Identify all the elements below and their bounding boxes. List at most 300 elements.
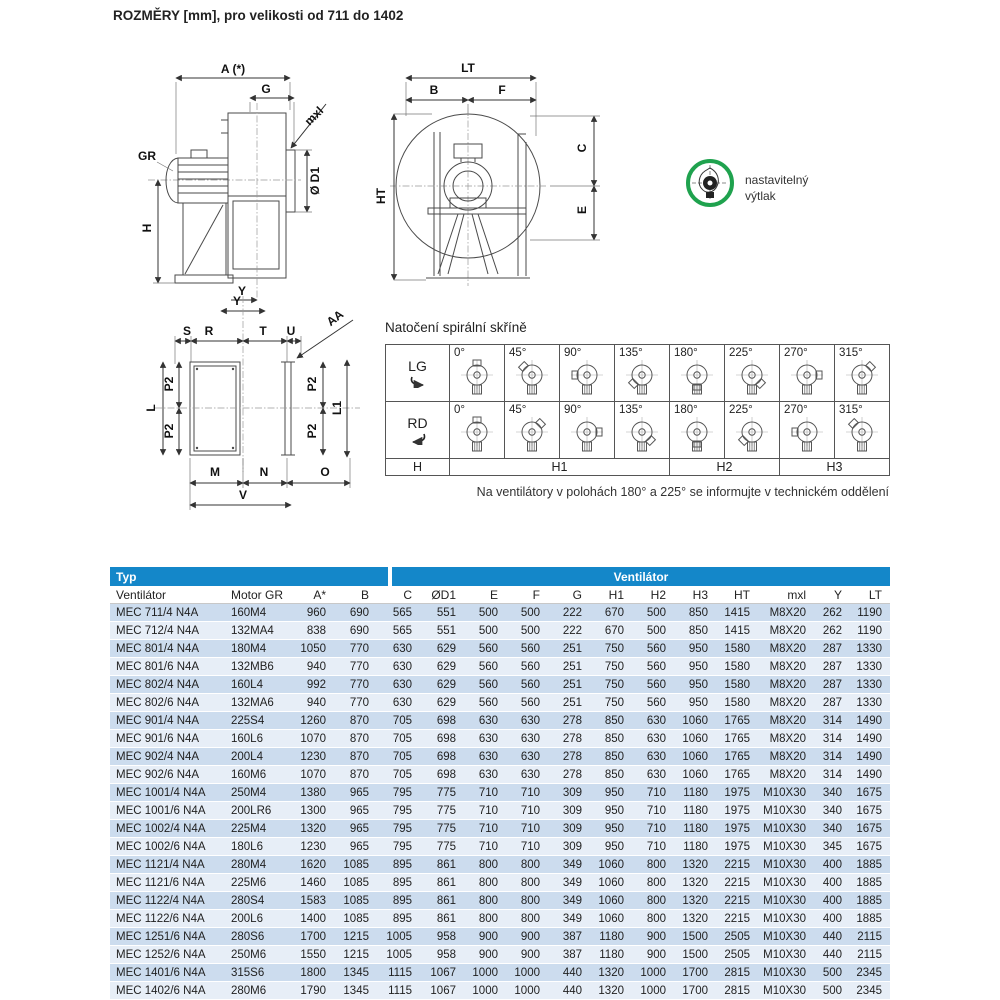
table-cell: 1765	[724, 714, 750, 727]
table-cell: 222	[562, 606, 582, 619]
table-cell: 940	[306, 696, 326, 709]
table-cell: 1060	[598, 894, 624, 907]
table-cell: 630	[646, 732, 666, 745]
table-cell: 2215	[724, 876, 750, 889]
fan-orientation-icon	[625, 359, 659, 397]
table-cell: M10X30	[763, 966, 806, 979]
table-cell: 1215	[343, 930, 369, 943]
table-row	[110, 766, 890, 784]
table-cell: 870	[349, 732, 369, 745]
rotation-footer-h2: H2	[669, 459, 780, 476]
table-cell: 1060	[682, 714, 708, 727]
table-cell: M8X20	[769, 750, 806, 763]
table-cell: 710	[646, 840, 666, 853]
table-row	[110, 622, 890, 640]
table-cell: M8X20	[769, 606, 806, 619]
table-row	[110, 748, 890, 766]
table-cell: 2345	[856, 966, 882, 979]
dim-label-y: Y	[237, 284, 247, 298]
table-cell: 900	[478, 930, 498, 943]
dim-label-c: C	[575, 143, 589, 153]
badge-text-line2: výtlak	[745, 189, 776, 203]
table-cell: 698	[436, 768, 456, 781]
adjustable-outlet-badge	[684, 158, 736, 215]
dim-label-a: A (*)	[220, 62, 246, 76]
table-cell: 690	[349, 606, 369, 619]
table-cell: 992	[306, 678, 326, 691]
dim-label-g: G	[261, 82, 271, 96]
rotation-row-label-lg: LG	[386, 345, 450, 402]
rotation-cell-lg-225	[725, 345, 780, 402]
table-cell: 565	[392, 606, 412, 619]
table-cell: 440	[822, 930, 842, 943]
table-cell: 698	[436, 714, 456, 727]
table-cell: 710	[646, 786, 666, 799]
table-cell: 250M4	[231, 786, 267, 799]
fan-side-view-drawing	[133, 58, 363, 310]
table-cell: 1085	[343, 876, 369, 889]
rotation-cell-rd-135	[615, 402, 670, 459]
table-row	[110, 982, 890, 1000]
table-cell: 710	[478, 804, 498, 817]
table-cell: 1180	[599, 930, 624, 943]
table-cell: 800	[646, 912, 666, 925]
table-row	[110, 928, 890, 946]
table-cell: 770	[349, 642, 369, 655]
table-cell: 1070	[300, 732, 326, 745]
table-cell: 1060	[598, 858, 624, 871]
column-header-mxl: mxl	[787, 587, 806, 602]
rotation-footer-h: H	[386, 459, 450, 476]
table-cell: 1885	[856, 912, 882, 925]
column-header-h1: H1	[608, 587, 624, 602]
table-cell: 400	[822, 858, 842, 871]
table-cell: 950	[604, 840, 624, 853]
rotation-angle-label: 0°	[454, 347, 465, 359]
table-cell: 710	[520, 804, 540, 817]
column-header-y: Y	[833, 587, 842, 602]
table-cell: 1490	[856, 732, 882, 745]
rotation-cell-rd-45	[505, 402, 560, 459]
rotation-angle-label: 90°	[564, 347, 582, 359]
table-cell: 770	[349, 696, 369, 709]
table-cell: 630	[478, 768, 498, 781]
table-cell: 940	[306, 660, 326, 673]
table-cell: MEC 902/4 N4A	[116, 750, 200, 763]
table-cell: 705	[392, 768, 412, 781]
table-cell: 630	[478, 714, 498, 727]
table-cell: 280M4	[231, 858, 267, 871]
table-cell: MEC 802/6 N4A	[116, 696, 200, 709]
table-cell: 1180	[683, 822, 708, 835]
table-cell: 958	[436, 948, 456, 961]
rotation-angle-label: 315°	[839, 347, 863, 359]
table-cell: 2215	[724, 912, 750, 925]
rotation-angle-label: 270°	[784, 347, 808, 359]
table-cell: 861	[436, 876, 456, 889]
table-cell: 1675	[856, 822, 882, 835]
dim-label-t: T	[259, 324, 267, 338]
table-cell: 500	[520, 606, 540, 619]
table-cell: 1320	[682, 894, 708, 907]
rotation-angle-label: 315°	[839, 404, 863, 416]
rotation-cell-lg-0	[450, 345, 505, 402]
table-cell: 1700	[682, 984, 708, 997]
table-cell: 630	[392, 696, 412, 709]
fan-orientation-icon	[845, 416, 879, 454]
rotation-cell-lg-135	[615, 345, 670, 402]
fan-orientation-icon	[625, 416, 659, 454]
table-cell: 500	[646, 624, 666, 637]
table-cell: MEC 1002/4 N4A	[116, 822, 206, 835]
table-cell: 2815	[724, 966, 750, 979]
table-cell: MEC 1122/6 N4A	[116, 912, 205, 925]
table-cell: 1005	[386, 930, 412, 943]
table-cell: MEC 1121/6 N4A	[116, 876, 205, 889]
table-cell: M10X30	[763, 876, 806, 889]
table-cell: 250M6	[231, 948, 267, 961]
base-plate-view-diagram	[125, 290, 385, 525]
rotation-angle-label: 225°	[729, 404, 753, 416]
table-cell: 1215	[343, 948, 369, 961]
rotation-cell-lg-315	[835, 345, 890, 402]
table-cell: M8X20	[769, 624, 806, 637]
table-cell: 750	[604, 642, 624, 655]
column-header-h3: H3	[692, 587, 708, 602]
table-cell: 180M4	[231, 642, 267, 655]
table-cell: 690	[349, 624, 369, 637]
table-cell: 630	[478, 732, 498, 745]
rotation-cell-lg-90	[560, 345, 615, 402]
table-cell: 387	[562, 948, 582, 961]
table-cell: 551	[436, 606, 456, 619]
table-cell: M8X20	[769, 714, 806, 727]
table-cell: 1675	[856, 840, 882, 853]
rotation-section	[385, 320, 891, 499]
fan-orientation-icon	[570, 416, 604, 454]
table-cell: 200L6	[231, 912, 263, 925]
table-cell: M8X20	[769, 732, 806, 745]
table-cell: 1300	[300, 804, 326, 817]
table-cell: 861	[436, 912, 456, 925]
table-row	[110, 964, 890, 982]
table-cell: 314	[822, 768, 842, 781]
table-cell: 1675	[856, 786, 882, 799]
table-cell: 1790	[300, 984, 326, 997]
table-cell: 1345	[343, 966, 369, 979]
table-cell: 309	[562, 840, 582, 853]
table-cell: MEC 712/4 N4A	[116, 624, 200, 637]
table-cell: 1067	[430, 966, 456, 979]
table-cell: 965	[349, 840, 369, 853]
table-row	[110, 730, 890, 748]
table-cell: 800	[478, 894, 498, 907]
table-cell: 1620	[300, 858, 326, 871]
table-cell: 900	[646, 948, 666, 961]
dimensions-table	[110, 567, 890, 1000]
table-cell: 280M6	[231, 984, 267, 997]
rotation-cell-rd-0	[450, 402, 505, 459]
dim-label-b: B	[429, 83, 439, 97]
table-row	[110, 784, 890, 802]
table-cell: 1765	[724, 732, 750, 745]
table-cell: 551	[436, 624, 456, 637]
table-cell: 775	[436, 786, 456, 799]
dim-label-ht: HT	[374, 188, 388, 204]
table-cell: M10X30	[763, 804, 806, 817]
table-cell: 965	[349, 786, 369, 799]
table-cell: 710	[478, 786, 498, 799]
table-cell: MEC 1251/6 N4A	[116, 930, 206, 943]
table-cell: 1675	[856, 804, 882, 817]
table-row	[110, 640, 890, 658]
table-cell: 1580	[724, 696, 750, 709]
table-row	[110, 802, 890, 820]
table-cell: 1380	[300, 786, 326, 799]
table-cell: 710	[646, 822, 666, 835]
table-cell: 710	[646, 804, 666, 817]
column-header-ventil-tor: Ventilátor	[116, 587, 167, 602]
table-row	[110, 604, 890, 622]
table-cell: MEC 1001/6 N4A	[116, 804, 206, 817]
table-cell: 1320	[682, 912, 708, 925]
table-cell: 1490	[856, 714, 882, 727]
fan-orientation-icon	[735, 416, 769, 454]
table-cell: 1550	[300, 948, 326, 961]
table-cell: 2215	[724, 858, 750, 871]
table-cell: 850	[604, 732, 624, 745]
table-cell: 630	[646, 750, 666, 763]
table-cell: 1180	[683, 804, 708, 817]
fan-orientation-icon	[570, 359, 604, 397]
rotation-angle-label: 90°	[564, 404, 582, 416]
table-cell: 1085	[343, 858, 369, 871]
table-cell: 315S6	[231, 966, 265, 979]
table-cell: 1580	[724, 642, 750, 655]
dim-label-h: H	[140, 223, 154, 233]
dim-label-y2: Y	[232, 294, 242, 308]
table-cell: 630	[392, 642, 412, 655]
table-cell: 560	[520, 678, 540, 691]
table-cell: 1580	[724, 678, 750, 691]
table-cell: 309	[562, 786, 582, 799]
table-cell: 950	[604, 822, 624, 835]
table-cell: 160L6	[231, 732, 263, 745]
rotation-angle-label: 135°	[619, 404, 643, 416]
table-cell: 1765	[724, 750, 750, 763]
table-cell: 287	[822, 642, 842, 655]
column-header-e: E	[489, 587, 498, 602]
fan-orientation-icon	[460, 416, 494, 454]
table-cell: 500	[822, 966, 842, 979]
dim-label-gr: GR	[138, 149, 156, 163]
table-cell: 560	[520, 696, 540, 709]
table-cell: 800	[646, 894, 666, 907]
dim-label-v: V	[238, 488, 248, 502]
table-cell: 750	[604, 678, 624, 691]
table-cell: 400	[822, 912, 842, 925]
table-cell: 630	[520, 732, 540, 745]
table-cell: 710	[478, 822, 498, 835]
table-cell: 1180	[683, 786, 708, 799]
table-cell: 1975	[724, 840, 750, 853]
dim-label-r: R	[204, 324, 214, 338]
table-cell: 1000	[514, 984, 540, 997]
table-cell: 560	[646, 678, 666, 691]
column-header-ht: HT	[734, 587, 750, 602]
table-cell: M8X20	[769, 768, 806, 781]
table-cell: 1190	[857, 624, 882, 637]
table-cell: 850	[604, 750, 624, 763]
dim-label-p2-left-bottom: P2	[162, 423, 176, 439]
table-cell: MEC 1002/6 N4A	[116, 840, 206, 853]
table-cell: 560	[646, 660, 666, 673]
table-cell: 225M6	[231, 876, 267, 889]
table-row	[110, 874, 890, 892]
dim-label-aa: AA	[323, 307, 347, 329]
column-header-lt: LT	[868, 587, 882, 602]
column-header-b: B	[360, 587, 369, 602]
rotation-direction-arrow-lg	[408, 376, 428, 388]
table-cell: 1583	[300, 894, 326, 907]
dim-label-d1: Ø D1	[308, 166, 322, 196]
table-cell: 775	[436, 804, 456, 817]
table-cell: 950	[688, 696, 708, 709]
table-cell: 160L4	[231, 678, 263, 691]
rotation-note: Na ventilátory v polohách 180° a 225° se informujte v technickém oddělení	[476, 485, 889, 499]
table-row	[110, 910, 890, 928]
table-cell: 710	[520, 840, 540, 853]
table-cell: 2115	[857, 930, 882, 943]
table-cell: 630	[478, 750, 498, 763]
table-cell: 1800	[300, 966, 326, 979]
column-header--d1: ØD1	[431, 587, 456, 602]
table-cell: 895	[392, 912, 412, 925]
table-cell: MEC 801/4 N4A	[116, 642, 200, 655]
table-cell: 950	[688, 642, 708, 655]
base-plate-drawing	[125, 290, 385, 525]
table-row	[110, 838, 890, 856]
dim-label-f: F	[498, 83, 506, 97]
rotation-direction-arrow-rd	[408, 433, 428, 445]
table-cell: 705	[392, 714, 412, 727]
column-header-c: C	[403, 587, 412, 602]
table-cell: 200L4	[231, 750, 263, 763]
table-cell: 132MA6	[231, 696, 274, 709]
table-cell: 225S4	[231, 714, 265, 727]
column-header-motor-gr: Motor GR	[231, 587, 284, 602]
table-cell: 345	[822, 840, 842, 853]
table-cell: 800	[520, 912, 540, 925]
table-cell: 560	[478, 696, 498, 709]
table-row	[110, 712, 890, 730]
table-cell: 1400	[300, 912, 326, 925]
table-cell: 795	[392, 804, 412, 817]
table-body	[110, 604, 890, 1000]
table-cell: 560	[478, 660, 498, 673]
rotation-angle-label: 45°	[509, 347, 527, 359]
table-cell: 1115	[388, 984, 412, 997]
table-cell: 560	[520, 642, 540, 655]
table-cell: 670	[604, 624, 624, 637]
table-cell: 500	[478, 624, 498, 637]
table-row	[110, 658, 890, 676]
table-cell: 560	[478, 678, 498, 691]
fan-front-view-diagram	[368, 58, 608, 298]
table-cell: 225M4	[231, 822, 267, 835]
table-cell: 262	[822, 624, 842, 637]
table-cell: 1885	[856, 894, 882, 907]
table-cell: 1885	[856, 876, 882, 889]
table-cell: 1345	[343, 984, 369, 997]
badge-text-line1: nastavitelný	[745, 173, 809, 187]
table-cell: 870	[349, 768, 369, 781]
group-header-ventilator: Ventilátor	[392, 567, 890, 586]
table-cell: 850	[604, 768, 624, 781]
rotation-angle-label: 135°	[619, 347, 643, 359]
table-cell: 560	[478, 642, 498, 655]
table-cell: 2505	[724, 948, 750, 961]
dim-label-p2-right-bottom: P2	[305, 423, 319, 439]
table-cell: 349	[562, 912, 582, 925]
table-cell: 1330	[856, 660, 882, 673]
table-cell: 1975	[724, 804, 750, 817]
table-cell: 800	[520, 876, 540, 889]
rotation-cell-rd-90	[560, 402, 615, 459]
rotation-cell-lg-180	[669, 345, 725, 402]
table-cell: 287	[822, 678, 842, 691]
table-cell: 349	[562, 894, 582, 907]
table-cell: M8X20	[769, 660, 806, 673]
table-cell: 710	[478, 840, 498, 853]
table-cell: 1000	[472, 966, 498, 979]
table-cell: 698	[436, 750, 456, 763]
table-cell: 314	[822, 750, 842, 763]
dim-label-mxl: mxl	[301, 103, 327, 129]
dim-label-l: L	[144, 404, 158, 412]
table-cell: 629	[436, 642, 456, 655]
table-cell: 1320	[598, 966, 624, 979]
dim-label-s: S	[182, 324, 192, 338]
table-cell: 160M6	[231, 768, 267, 781]
fan-orientation-icon	[460, 359, 494, 397]
fan-orientation-icon	[680, 416, 714, 454]
table-cell: 630	[520, 768, 540, 781]
table-cell: 2345	[856, 984, 882, 997]
table-cell: 440	[822, 948, 842, 961]
table-cell: 1580	[724, 660, 750, 673]
table-cell: 314	[822, 714, 842, 727]
table-cell: 1180	[599, 948, 624, 961]
table-cell: 1060	[682, 768, 708, 781]
table-cell: 1060	[682, 732, 708, 745]
dim-label-o: O	[320, 465, 330, 479]
table-cell: 1070	[300, 768, 326, 781]
rotation-angle-label: 180°	[674, 404, 698, 416]
table-cell: MEC 1401/6 N4A	[116, 966, 206, 979]
table-cell: 1490	[856, 768, 882, 781]
table-cell: 1330	[856, 642, 882, 655]
table-cell: 1460	[300, 876, 326, 889]
table-cell: 387	[562, 930, 582, 943]
dim-label-m: M	[210, 465, 220, 479]
table-cell: 795	[392, 840, 412, 853]
table-cell: 565	[392, 624, 412, 637]
table-cell: 560	[646, 696, 666, 709]
table-cell: 1700	[682, 966, 708, 979]
table-cell: 705	[392, 732, 412, 745]
table-cell: 630	[392, 660, 412, 673]
